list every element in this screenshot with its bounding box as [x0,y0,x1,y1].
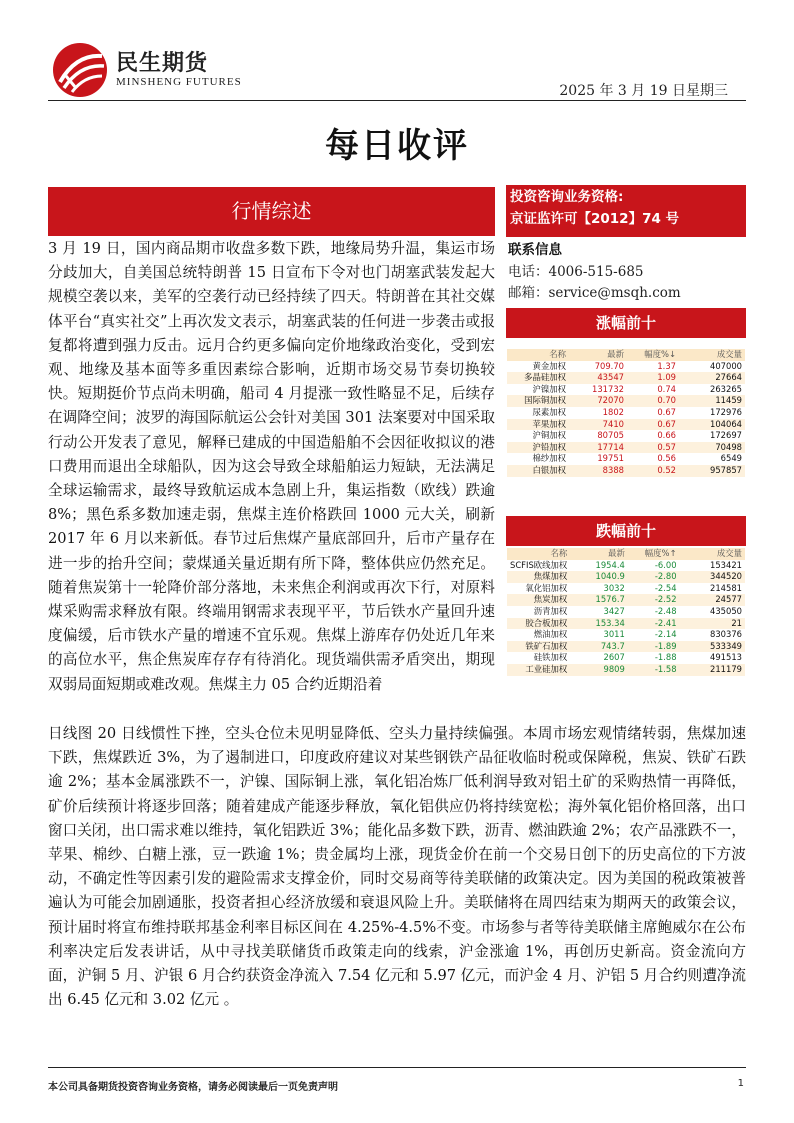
cell-price: 43547 [569,372,627,384]
cell-name: 胶合板加权 [507,618,570,630]
cell-name: 多晶硅加权 [507,372,569,384]
cell-name: 沪铅加权 [507,442,569,454]
table-row [507,652,745,664]
top-gainers-title: 涨幅前十 [506,308,746,338]
top-losers-title: 跌幅前十 [506,516,746,546]
cell-name: SCFIS欧线加权 [507,560,570,572]
cell-volume: 830376 [680,629,745,641]
cell-price: 3011 [570,629,628,641]
column-header-price: 最新 [569,349,627,361]
cell-volume: 435050 [680,606,745,618]
cell-volume: 172976 [679,407,745,419]
footer-divider [48,1067,746,1068]
cell-volume: 211179 [680,664,745,676]
cell-name: 焦煤加权 [507,571,570,583]
qualification-line-2: 京证监许可【2012】74 号 [510,211,680,227]
cell-volume: 27664 [679,372,745,384]
cell-name: 焦炭加权 [507,594,570,606]
page-title: 每日收评 [325,126,469,166]
cell-change: -2.52 [628,594,680,606]
page-number: 1 [737,1078,744,1089]
cell-change: -2.54 [628,583,680,595]
cell-change: 0.57 [627,442,679,454]
report-date: 2025 年 3 月 19 日星期三 [559,83,728,99]
cell-change: -1.58 [628,664,680,676]
top-gainers-table [507,349,745,477]
cell-volume: 153421 [680,560,745,572]
cell-volume: 957857 [679,465,745,477]
cell-change: 1.37 [627,361,679,373]
cell-name: 沪镍加权 [507,384,569,396]
cell-name: 氧化铝加权 [507,583,570,595]
phone-label: 电话： [508,264,549,280]
table-row [507,583,745,595]
minsheng-logo-icon [52,42,108,98]
cell-change: -6.00 [628,560,680,572]
cell-price: 19751 [569,453,627,465]
column-header-change: 幅度%↓ [627,349,679,361]
cell-price: 80705 [569,430,627,442]
qualification-box [506,185,746,237]
brand-logo [52,42,252,98]
table-row [507,395,745,407]
column-header-price: 最新 [570,548,628,560]
table-row [507,594,745,606]
cell-change: 0.66 [627,430,679,442]
cell-volume: 344520 [680,571,745,583]
table-row [507,606,745,618]
cell-name: 棉纱加权 [507,453,569,465]
cell-volume: 407000 [679,361,745,373]
cell-name: 工业硅加权 [507,664,570,676]
table-row [507,453,745,465]
cell-change: 0.56 [627,453,679,465]
table-row [507,372,745,384]
cell-volume: 104064 [679,419,745,431]
table-row [507,571,745,583]
table-row [507,664,745,676]
cell-volume: 491513 [680,652,745,664]
cell-change: 0.70 [627,395,679,407]
phone-number: 4006-515-685 [548,264,644,280]
cell-change: 0.74 [627,384,679,396]
cell-name: 铁矿石加权 [507,641,570,653]
section-title-market-review: 行情综述 [48,187,495,236]
cell-price: 1576.7 [570,594,628,606]
cell-price: 131732 [569,384,627,396]
cell-change: -2.80 [628,571,680,583]
cell-name: 尿素加权 [507,407,569,419]
table-row [507,361,745,373]
table-row [507,465,745,477]
table-row [507,419,745,431]
cell-volume: 70498 [679,442,745,454]
cell-price: 17714 [569,442,627,454]
table-row [507,618,745,630]
cell-price: 1802 [569,407,627,419]
cell-change: -1.88 [628,652,680,664]
table-row [507,407,745,419]
cell-name: 沪铜加权 [507,430,569,442]
cell-change: -2.41 [628,618,680,630]
commentary-paragraph-2: 日线图 20 日线惯性下挫，空头仓位未见明显降低、空头力量持续偏强。本周市场宏观情绪转弱，焦煤加速下跌，焦煤跌近 3%，为了遏制进口，印度政府建议对某些钢铁产品征收临时税或保障税，焦炭、铁矿石跌逾 2%；基本金属涨跌不一，沪镍、国际铜上涨，氧化铝冶炼厂低利润导致对铝土矿的采购热情一再降低，矿价后续预计将逐步回落；随着建成产能逐步释放，氧化铝供应仍将持续宽松；海外氧化铝价格回落，出口窗口关闭，出口需求难以维持，氧化铝跌近 3%；能化品多数下跌，沥青、燃油跌逾 2%；农产品涨跌不一，苹果、棉纱、白糖上涨，豆一跌逾 1%；贵金属均上涨，现货金价在前一个交易日创下的历史高位的下方波动，不确定性等因素引发的避险需求支撑金价，同时交易商等待美联储的政策决定。因为美国的税政策被普遍认为可能会加剧通胀，投资者担心经济放缓和衰退风险上升。美联储将在周四结束为期两天的政策会议，预计届时将宣布维持联邦基金利率目标区间在 4.25%-4.5%不变。市场参与者等待美联储主席鲍威尔在公布利率决定后发表讲话，从中寻找美联储货币政策走向的线索，沪金涨逾 1%，再创历史新高。资金流向方面，沪铜 5 月、沪银 6 月合约获资金净流入 7.54 亿元和 5.97 亿元，而沪金 4 月、沪铝 5 月合约则遭净流出 6.45 亿元和 3.02 亿元 。 [48,725,746,1009]
email-address: service@msqh.com [548,285,681,301]
cell-volume: 24577 [680,594,745,606]
cell-price: 709.70 [569,361,627,373]
header-divider [48,100,746,101]
cell-price: 8388 [569,465,627,477]
table-header-row [507,349,745,361]
cell-change: 0.52 [627,465,679,477]
table-header-row [507,548,745,560]
cell-volume: 11459 [679,395,745,407]
cell-price: 9809 [570,664,628,676]
cell-name: 沥青加权 [507,606,570,618]
cell-name: 硅铁加权 [507,652,570,664]
cell-price: 3427 [570,606,628,618]
cell-volume: 6549 [679,453,745,465]
top-losers-table [507,548,745,676]
contact-phone [508,260,644,280]
cell-price: 153.34 [570,618,628,630]
contact-email [508,281,681,301]
cell-price: 7410 [569,419,627,431]
cell-price: 743.7 [570,641,628,653]
cell-change: 0.67 [627,407,679,419]
brand-name-en: MINSHENG FUTURES [116,76,242,88]
cell-volume: 214581 [680,583,745,595]
table-row [507,442,745,454]
cell-price: 2607 [570,652,628,664]
brand-name-cn: 民生期货 [116,51,209,76]
cell-change: 1.09 [627,372,679,384]
column-header-change: 幅度%↑ [628,548,680,560]
table-row [507,384,745,396]
cell-name: 白银加权 [507,465,569,477]
email-label: 邮箱： [508,285,549,301]
cell-price: 3032 [570,583,628,595]
cell-name: 黄金加权 [507,361,569,373]
cell-price: 72070 [569,395,627,407]
table-row [507,560,745,572]
footer-disclaimer: 本公司具备期货投资咨询业务资格，请务必阅读最后一页免责声明 [48,1082,338,1093]
cell-change: -2.14 [628,629,680,641]
table-row [507,629,745,641]
qualification-line-1: 投资咨询业务资格: [510,189,624,205]
cell-change: 0.67 [627,419,679,431]
cell-name: 国际铜加权 [507,395,569,407]
cell-price: 1954.4 [570,560,628,572]
cell-price: 1040.9 [570,571,628,583]
cell-name: 苹果加权 [507,419,569,431]
column-header-name: 名称 [507,548,570,560]
cell-volume: 172697 [679,430,745,442]
cell-volume: 21 [680,618,745,630]
cell-change: -2.48 [628,606,680,618]
column-header-name: 名称 [507,349,569,361]
cell-volume: 263265 [679,384,745,396]
cell-change: -1.89 [628,641,680,653]
contact-title: 联系信息 [508,242,562,258]
column-header-volume: 成交量 [679,349,745,361]
table-row [507,641,745,653]
cell-volume: 533349 [680,641,745,653]
column-header-volume: 成交量 [680,548,745,560]
cell-name: 燃油加权 [507,629,570,641]
table-row [507,430,745,442]
commentary-paragraph-1: 3 月 19 日，国内商品期市收盘多数下跌，地缘局势升温，集运市场分歧加大，自美国总统特朗普 15 日宣布下令对也门胡塞武装发起大规模空袭以来，美军的空袭行动已经持续了四天。特朗普在其社交媒体平台“真实社交”上再次发文表示，胡塞武装的任何进一步袭击或报复都将遭到强力反击。远月合约更多偏向定价地缘政治变化，受到宏观、地缘及基本面等多重因素综合影响，近期市场交易节奏切换较快。短期挺价节点尚未明确，船司 4 月提涨一致性略显不足，后续存在调降空间；波罗的海国际航运公会针对美国 301 法案要对中国采取行动公开发表了意见，解释已建成的中国造船舶不会因征收拟议的港口费用而退出全球船队，因为这会导致全球船舶运力短缺，无法满足全球运输需求，最终导致航运成本急剧上升，集运指数（欧线）跌逾 8%；黑色系多数加速走弱，焦煤主连价格跌回 1000 元大关，刷新 2017 年 6 月以来新低。春节过后焦煤产量底部回升，后市产量存在进一步的抬升空间；蒙煤通关量近期有所下降，整体供应仍然充足。随着焦炭第十一轮降价部分落地，未来焦企利润或再次下行，对原料煤采购需求释放有限。终端用钢需求表现平平，节后铁水产量回升速度偏缓，后市铁水产量的增速不宜乐观。焦煤上游库存仍处近几年来的高位水平，焦企焦炭库存存有待消化。现货端供需矛盾突出，期现双弱局面短期或难改观。焦煤主力 05 合约近期沿着 [48,240,495,693]
